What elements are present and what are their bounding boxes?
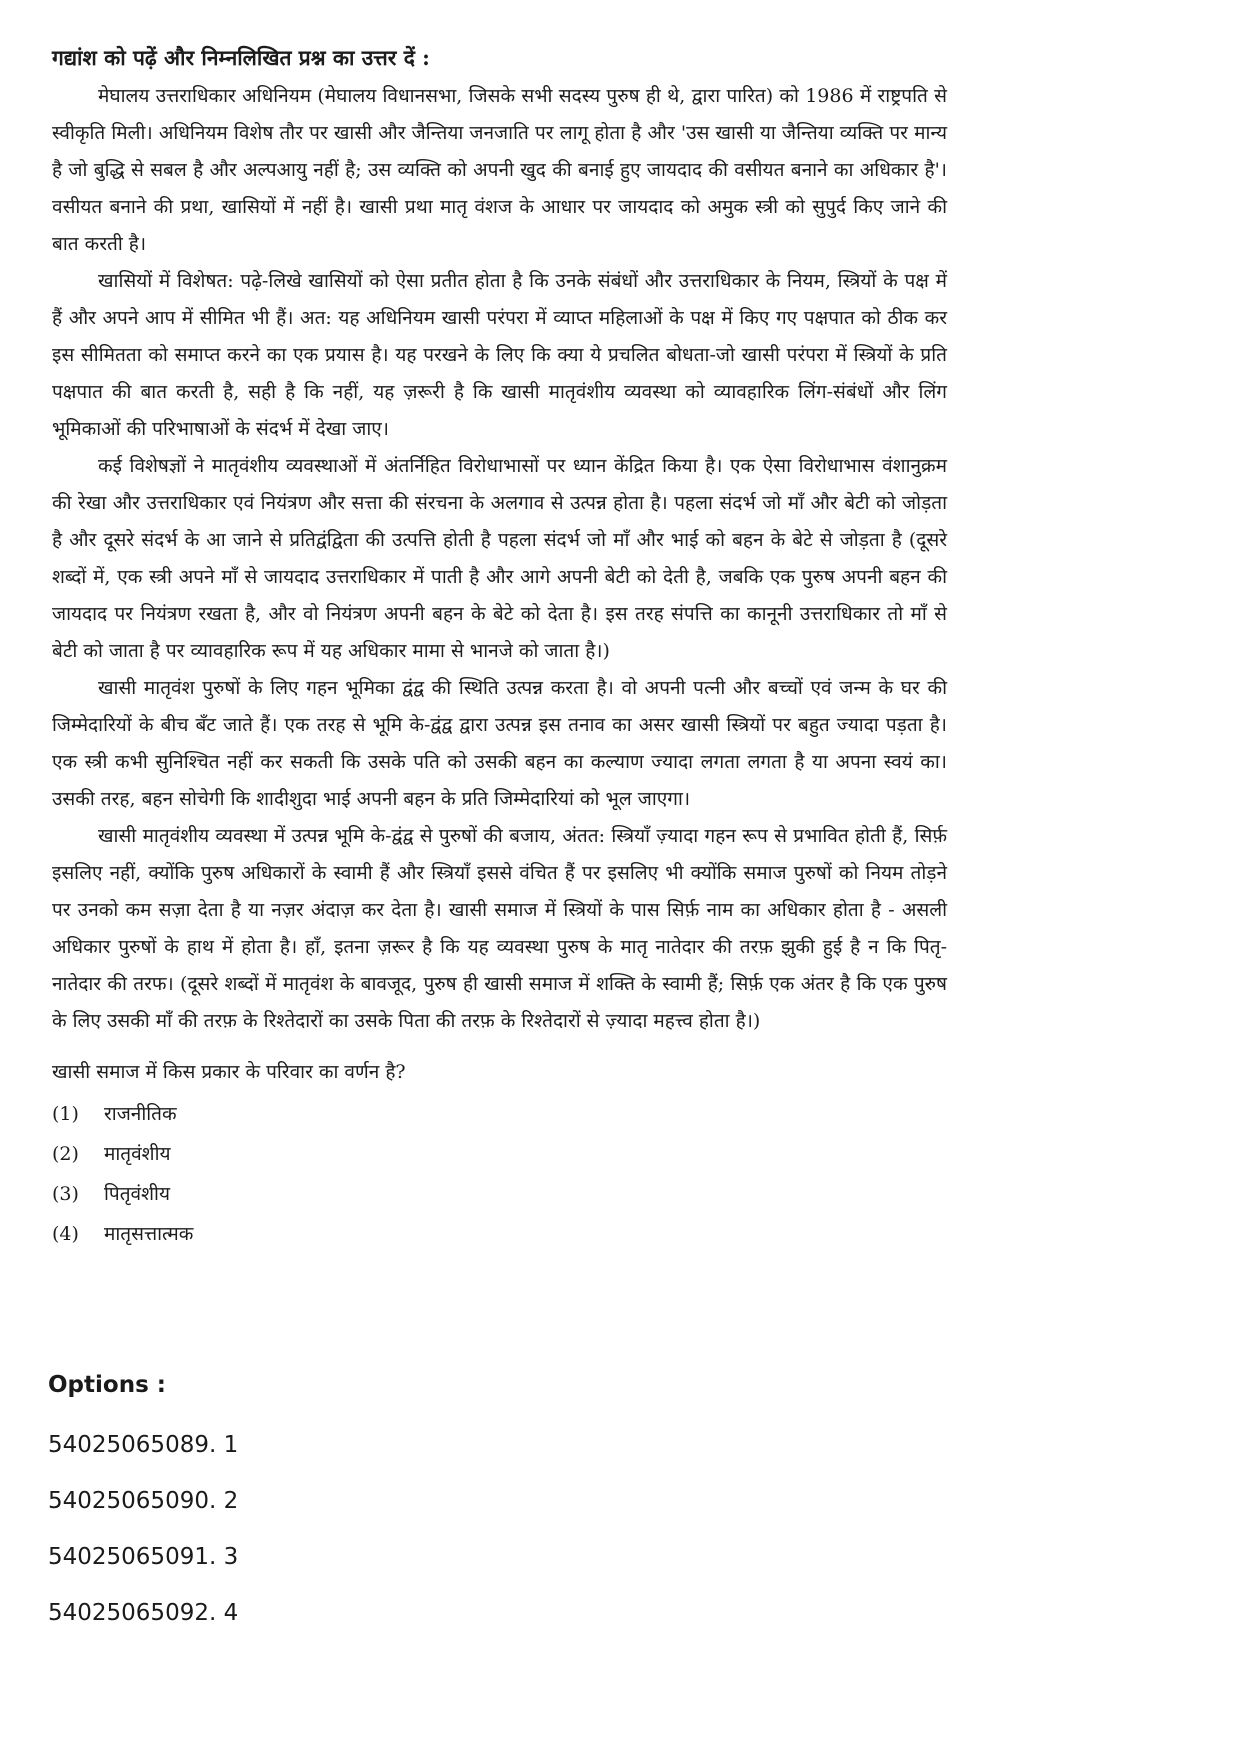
answer-choices	[52, 1094, 947, 1254]
passage-heading: गद्यांश को पढ़ें और निम्नलिखित प्रश्न का उत्तर दें :	[52, 45, 430, 70]
passage-paragraph: कई विशेषज्ञों ने मातृवंशीय व्यवस्थाओं में अंतर्निहित विरोधाभासों पर ध्यान केंद्रित किया है। एक ऐसा विरोधाभास वंशानुक्रम की रेखा और उत्तराधिकार एवं नियंत्रण और सत्ता की संरचना के अलगाव से उत्पन्न होता है। पहला संदर्भ जो माँ और बेटी को जोड़ता है और दूसरे संदर्भ के आ जाने से प्रतिद्वंद्विता की उत्पत्ति होती है पहला संदर्भ जो माँ और भाई को बहन के बेटे से जोड़ता है (दूसरे शब्दों में, एक स्त्री अपने माँ से जायदाद उत्तराधिकार में पाती है और आगे अपनी बेटी को देती है, जबकि एक पुरुष अपनी बहन की जायदाद पर नियंत्रण रखता है, और वो नियंत्रण अपनी बहन के बेटे को देता है। इस तरह संपत्ति का कानूनी उत्तराधिकार तो माँ से बेटी को जाता है पर व्यावहारिक रूप में यह अधिकार मामा से भानजे को जाता है।)	[52, 455, 947, 662]
question-text: खासी समाज में किस प्रकार के परिवार का वर्णन है?	[52, 1061, 406, 1083]
options-section	[48, 1370, 648, 1654]
options-title: Options :	[48, 1372, 166, 1398]
answer-choice	[52, 1174, 947, 1214]
choice-text: मातृवंशीय	[104, 1143, 171, 1165]
question-scan	[52, 40, 947, 1254]
passage-paragraph: खासी मातृवंशीय व्यवस्था में उत्पन्न भूमि के-द्वंद्व से पुरुषों की बजाय, अंतत: स्त्रियाँ ज़्यादा गहन रूप से प्रभावित होती हैं, सिर्फ़ इसलिए नहीं, क्योंकि पुरुष अधिकारों के स्वामी हैं और स्त्रियाँ इससे वंचित हैं पर इसलिए भी क्योंकि समाज पुरुषों को नियम तोड़ने पर उनको कम सज़ा देता है या नज़र अंदाज़ कर देता है। खासी समाज में स्त्रियों के पास सिर्फ़ नाम का अधिकार होता है - असली अधिकार पुरुषों के हाथ में होता है। हाँ, इतना ज़रूर है कि यह व्यवस्था पुरुष के मातृ नातेदार की तरफ़ झुकी हुई है न कि पितृ-नातेदार की तरफ। (दूसरे शब्दों में मातृवंश के बावजूद, पुरुष ही खासी समाज में शक्ति के स्वामी हैं; सिर्फ़ एक अंतर है कि एक पुरुष के लिए उसकी माँ की तरफ़ के रिश्तेदारों का उसके पिता की तरफ़ के रिश्तेदारों से ज़्यादा महत्त्व होता है।)	[52, 825, 947, 1032]
answer-choice	[52, 1134, 947, 1174]
choice-text: मातृसत्तात्मक	[104, 1223, 194, 1245]
choice-number: (1)	[52, 1103, 79, 1125]
passage-paragraph: मेघालय उत्तराधिकार अधिनियम (मेघालय विधानसभा, जिसके सभी सदस्य पुरुष ही थे, द्वारा पारित) को 1986 में राष्ट्रपति से स्वीकृति मिली। अधिनियम विशेष तौर पर खासी और जैन्तिया जनजाति पर लागू होता है और 'उस खासी या जैन्तिया व्यक्ति पर मान्य है जो बुद्धि से सबल है और अल्पआयु नहीं है; उस व्यक्ति को अपनी खुद की बनाई हुए जायदाद की वसीयत बनाने का अधिकार है'। वसीयत बनाने की प्रथा, खासियों में नहीं है। खासी प्रथा मातृ वंशज के आधार पर जायदाद को अमुक स्त्री को सुपुर्द किए जाने की बात करती है।	[52, 85, 947, 255]
option-id: 54025065090. 2	[48, 1488, 239, 1514]
passage-paragraph: खासी मातृवंश पुरुषों के लिए गहन भूमिका द्वंद्व की स्थिति उत्पन्न करता है। वो अपनी पत्नी और बच्चों एवं जन्म के घर की जिम्मेदारियों के बीच बँट जाते हैं। एक तरह से भूमि के-द्वंद्व द्वारा उत्पन्न इस तनाव का असर खासी स्त्रियों पर बहुत ज्यादा पड़ता है। एक स्त्री कभी सुनिश्चित नहीं कर सकती कि उसके पति को उसकी बहन का कल्याण ज्यादा लगता लगता है या अपना स्वयं का। उसकी तरह, बहन सोचेगी कि शादीशुदा भाई अपनी बहन के प्रति जिम्मेदारियां को भूल जाएगा।	[52, 677, 947, 810]
choice-number: (3)	[52, 1183, 79, 1205]
answer-choice	[52, 1214, 947, 1254]
answer-choice	[52, 1094, 947, 1134]
option-id: 54025065091. 3	[48, 1544, 239, 1570]
choice-text: राजनीतिक	[104, 1103, 177, 1125]
choice-number: (2)	[52, 1143, 79, 1165]
option-id: 54025065089. 1	[48, 1432, 239, 1458]
option-id: 54025065092. 4	[48, 1600, 239, 1626]
choice-number: (4)	[52, 1223, 79, 1245]
choice-text: पितृवंशीय	[104, 1183, 170, 1205]
passage-paragraph: खासियों में विशेषत: पढ़े-लिखे खासियों को ऐसा प्रतीत होता है कि उनके संबंधों और उत्तराधिकार के नियम, स्त्रियों के पक्ष में हैं और अपने आप में सीमित भी हैं। अत: यह अधिनियम खासी परंपरा में व्याप्त महिलाओं के पक्ष में किए गए पक्षपात को ठीक कर इस सीमितता को समाप्त करने का एक प्रयास है। यह परखने के लिए कि क्या ये प्रचलित बोधता-जो खासी परंपरा में स्त्रियों के प्रति पक्षपात की बात करती है, सही है कि नहीं, यह ज़रूरी है कि खासी मातृवंशीय व्यवस्था को व्यावहारिक लिंग-संबंधों और लिंग भूमिकाओं की परिभाषाओं के संदर्भ में देखा जाए।	[52, 270, 947, 440]
